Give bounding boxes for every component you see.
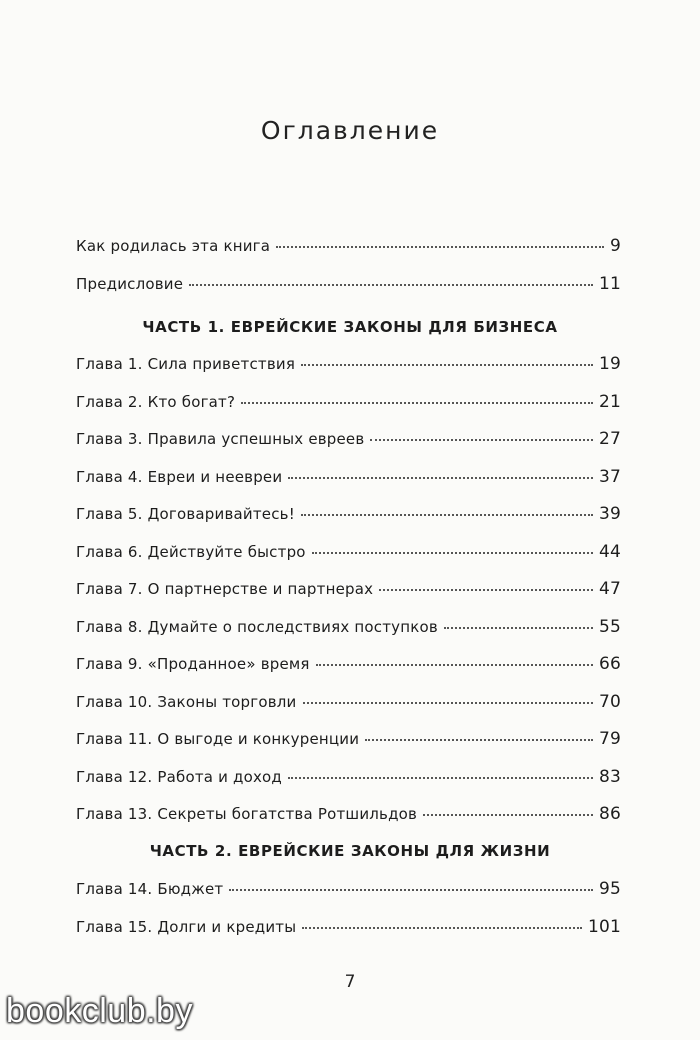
toc-entry (76, 392, 621, 412)
toc-entry-label: Глава 1. Сила приветствия (76, 355, 296, 373)
toc-entry-page: 19 (598, 354, 621, 374)
toc-entry (76, 504, 621, 524)
dot-leader (303, 701, 593, 704)
toc-entry (76, 804, 621, 824)
dot-leader (189, 283, 593, 286)
toc-entry (76, 692, 621, 712)
toc-entry (76, 729, 621, 749)
toc-entry-label: Глава 13. Секреты богатства Ротшильдов (76, 805, 418, 823)
toc-entry (76, 236, 621, 256)
toc-entry-page: 95 (598, 879, 621, 899)
toc-entry-label: Глава 9. «Проданное» время (76, 655, 310, 673)
toc-entry-label: Глава 14. Бюджет (76, 880, 224, 898)
toc-entry-page: 79 (598, 729, 621, 749)
toc-entry (76, 917, 621, 937)
watermark-logo: bookclub.by (6, 992, 193, 1030)
toc-entry-page: 66 (598, 654, 621, 674)
toc-entry-page: 21 (598, 392, 621, 412)
dot-leader (288, 776, 593, 779)
toc-entry-page: 9 (609, 236, 621, 256)
toc-entry (76, 354, 621, 374)
toc-entry-label: Глава 15. Долги и кредиты (76, 918, 297, 936)
dot-leader (365, 738, 593, 741)
dot-leader (423, 813, 593, 816)
toc-entry (76, 617, 621, 637)
toc-entry-page: 27 (598, 429, 621, 449)
toc-entry-page: 44 (598, 542, 621, 562)
toc-entry-label: Глава 5. Договаривайтесь! (76, 505, 295, 523)
toc-entry (76, 579, 621, 599)
page-title: Оглавление (260, 116, 440, 145)
dot-leader (301, 513, 593, 516)
toc-entry-label: Предисловие (76, 275, 184, 293)
toc-entry-page: 11 (598, 274, 621, 294)
toc-entry (76, 429, 621, 449)
toc-entry-label: Глава 6. Действуйте быстро (76, 543, 306, 561)
dot-leader (379, 588, 593, 591)
toc-entry-label: Глава 4. Евреи и неевреи (76, 468, 283, 486)
toc-entry-page: 70 (598, 692, 621, 712)
dot-leader (302, 926, 582, 929)
toc-entry-page: 39 (598, 504, 621, 524)
toc-entry (76, 767, 621, 787)
toc-entry-page: 83 (598, 767, 621, 787)
toc-entry-page: 86 (598, 804, 621, 824)
dot-leader (444, 626, 593, 629)
dot-leader (370, 438, 593, 441)
toc-entry-label: Глава 8. Думайте о последствиях поступков (76, 618, 438, 636)
dot-leader (316, 663, 593, 666)
dot-leader (241, 401, 593, 404)
part-1-heading: ЧАСТЬ 1. ЕВРЕЙСКИЕ ЗАКОНЫ ДЛЯ БИЗНЕСА (142, 318, 558, 336)
dot-leader (288, 476, 593, 479)
part-2-heading: ЧАСТЬ 2. ЕВРЕЙСКИЕ ЗАКОНЫ ДЛЯ ЖИЗНИ (149, 842, 551, 860)
toc-entry (76, 542, 621, 562)
toc-entry-label: Глава 12. Работа и доход (76, 768, 283, 786)
toc-entry-label: Глава 11. О выгоде и конкуренции (76, 730, 360, 748)
toc-entry (76, 879, 621, 899)
toc-entry (76, 654, 621, 674)
toc-entry-label: Глава 3. Правила успешных евреев (76, 430, 365, 448)
toc-entry-label: Как родилась эта книга (76, 237, 271, 255)
toc-entry (76, 274, 621, 294)
toc-entry-page: 101 (587, 917, 621, 937)
toc-entry-label: Глава 7. О партнерстве и партнерах (76, 580, 374, 598)
toc-entry-label: Глава 2. Кто богат? (76, 393, 236, 411)
toc-entry-page: 55 (598, 617, 621, 637)
toc-entry (76, 467, 621, 487)
dot-leader (229, 888, 593, 891)
toc-entry-page: 47 (598, 579, 621, 599)
toc-entry-label: Глава 10. Законы торговли (76, 693, 297, 711)
toc-entry-page: 37 (598, 467, 621, 487)
page-number: 7 (344, 972, 356, 992)
dot-leader (312, 551, 593, 554)
dot-leader (276, 245, 604, 248)
dot-leader (301, 363, 593, 366)
